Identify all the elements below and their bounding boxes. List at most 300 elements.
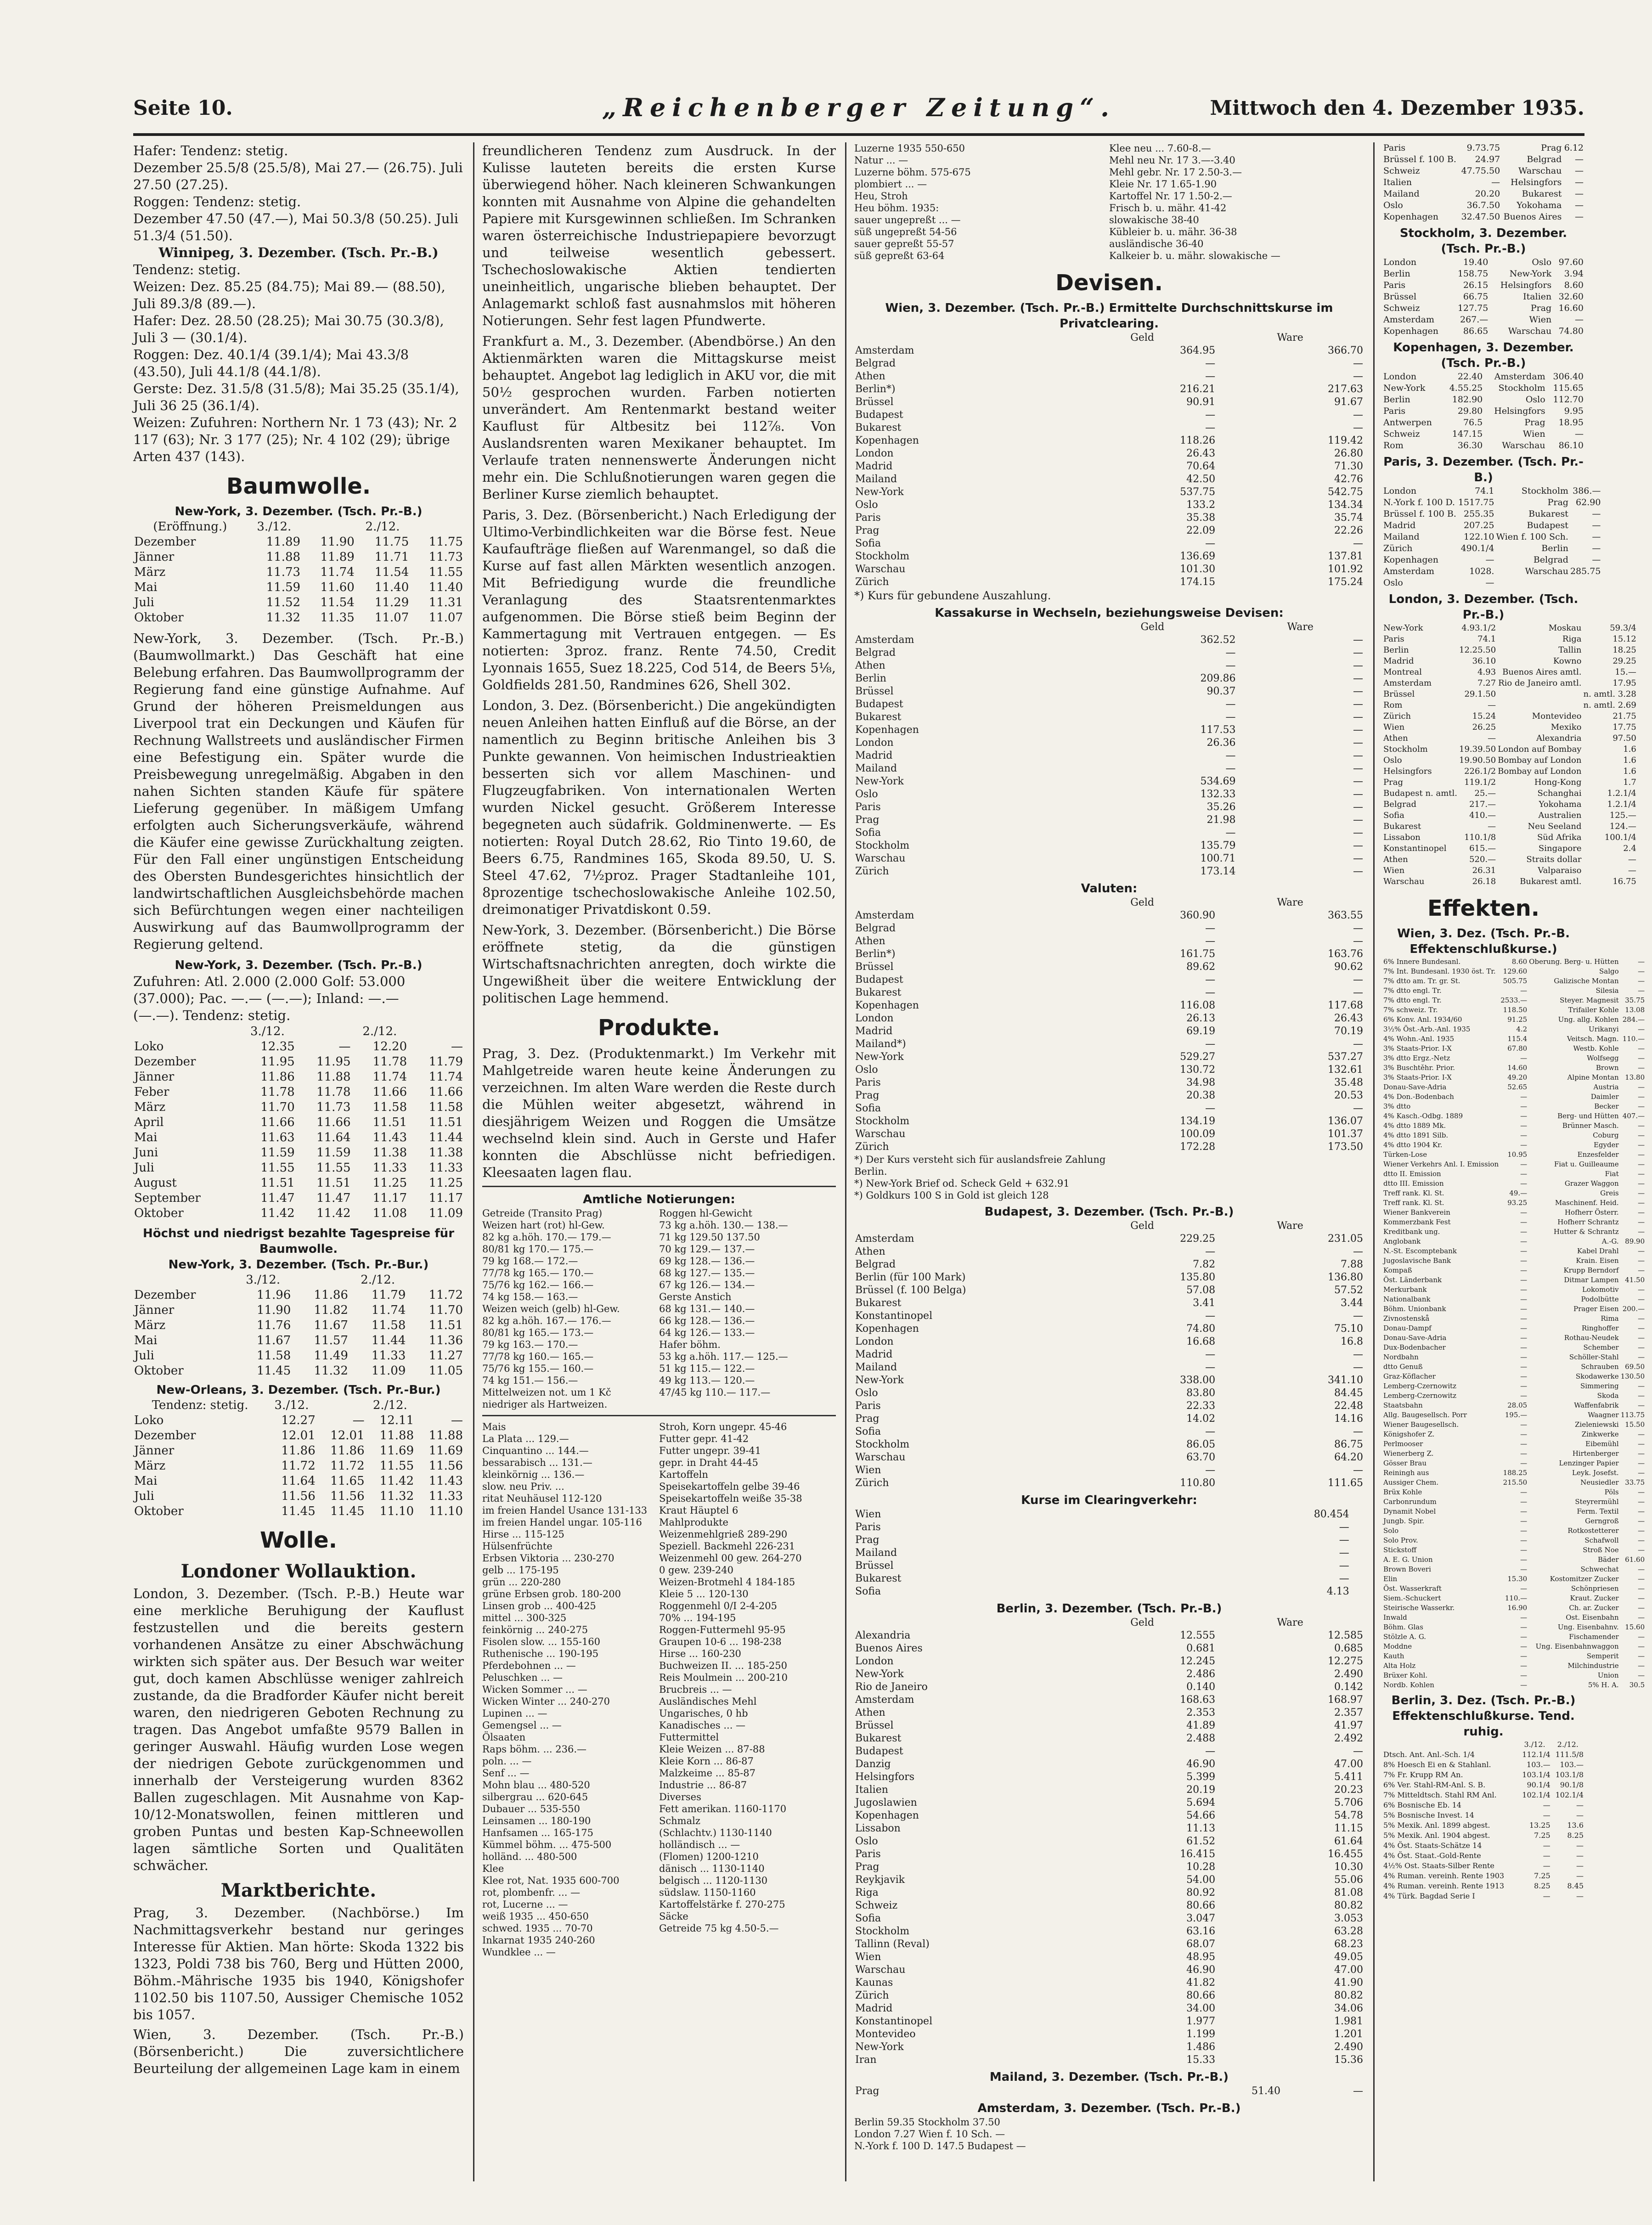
table-cell: Jungb. Spir. xyxy=(1383,1517,1425,1525)
table-title: New-York, 3. Dezember. (Tsch. Pr.-B.) xyxy=(175,958,423,972)
table-cell: — xyxy=(1353,750,1363,761)
table-cell: 4.13 xyxy=(1326,1586,1349,1597)
table-cell: Mai xyxy=(134,1474,158,1488)
london-report: London, 3. Dez. (Börsenbericht.) Die angekündigten neuen Anleihen hatten Einfluß auf die Börse, an der namentlich zu Beginn britische Anleihen bis 3 Punkte gewannen. Von heimischen Industrieaktien besserten sich vor allem Maschinen- und Flugzeugfabriken. Von internationalen Werten wurden Nickel gesucht. Größerem Interesse begegneten auch südafrik. Goldminenwerte. — Es notierten: Royal Dutch 28.62, Rio Tinto 19.60, de Beers 6.75, Randmines 165, Skoda 89.50, U. S. Steel 47.62, 7½proz. Prager Stadtanleihe 101, 8prozentige tschechoslowakische Anleihe 102.50, dreimonatiger Privatdiskont 0.59. xyxy=(482,698,836,917)
table-cell: Stockholm xyxy=(855,551,910,562)
table-cell: Rima xyxy=(1601,1314,1619,1323)
table-cell: Brünner Masch. xyxy=(1562,1121,1619,1130)
table-cell: Straits dollar xyxy=(1526,855,1582,864)
table-cell: 11.33 xyxy=(371,1349,406,1363)
price-line: Futter gepr. 41-42 xyxy=(659,1433,749,1444)
table-cell: 103.— xyxy=(1527,1760,1551,1769)
table-cell: 8.25 xyxy=(1534,1881,1551,1890)
table-cell: 26.80 xyxy=(1334,448,1363,459)
table-cell: — xyxy=(1225,827,1236,839)
table-cell: Berlin xyxy=(1383,645,1409,655)
table-cell: Stockholm xyxy=(1521,486,1568,496)
table-cell: 90.91 xyxy=(1186,396,1216,408)
table-row xyxy=(1382,1478,1646,1487)
divider xyxy=(482,1186,836,1187)
table-cell: Berlin xyxy=(1541,543,1568,553)
table-cell: 215.50 xyxy=(1503,1478,1528,1487)
table-cell: Tallinn (Reval) xyxy=(855,1938,930,1950)
table-cell: dtto III. Emission xyxy=(1383,1179,1444,1188)
table-cell: 7% Int. Bundesanl. 1930 öst. Tr. xyxy=(1383,967,1496,975)
table-row xyxy=(854,749,1364,762)
table-cell: 13.25 xyxy=(1529,1821,1551,1830)
table-cell: Amsterdam xyxy=(1383,678,1432,688)
table-row xyxy=(133,1489,464,1504)
table-cell: 35.38 xyxy=(1186,512,1216,524)
table-cell: — xyxy=(1353,686,1363,697)
table-cell: — xyxy=(1520,1256,1528,1265)
table-cell xyxy=(1495,577,1569,589)
table-cell: — xyxy=(1638,1401,1645,1409)
table-cell: 0.681 xyxy=(1186,1643,1216,1654)
table-cell: — xyxy=(1520,1584,1528,1593)
table-row xyxy=(854,698,1364,711)
table-row xyxy=(854,563,1364,576)
table-cell: — xyxy=(1205,987,1216,998)
price-line: Mais xyxy=(482,1421,506,1432)
column-2 xyxy=(482,142,836,2181)
table-title: Berlin, 3. Dezember. (Tsch. Pr.-B.) xyxy=(996,1602,1222,1616)
table-row xyxy=(854,788,1364,801)
table-cell: 74.80 xyxy=(1558,326,1584,336)
price-line: Futter ungepr. 39-41 xyxy=(659,1445,761,1456)
table-cell: — xyxy=(1488,733,1496,743)
table-row xyxy=(1382,1439,1646,1449)
table-cell: Madrid xyxy=(855,2003,893,2014)
table-cell: — xyxy=(1520,1170,1528,1178)
table-row xyxy=(1382,1632,1646,1642)
table-row xyxy=(1382,843,1637,854)
price-line: Natur ... — xyxy=(854,155,908,166)
price-line: poln. ... — xyxy=(482,1756,532,1767)
table-cell: Simmering xyxy=(1580,1382,1619,1390)
table-cell: 11.33 xyxy=(429,1489,463,1503)
report-line: Hafer: Dez. 28.50 (28.25); Mai 30.75 (30.3/8), Juli 3 — (30.1/4). xyxy=(133,313,444,345)
table-cell: Kopenhagen xyxy=(855,435,919,446)
table-row xyxy=(1382,1526,1646,1536)
table-cell: Lokomotiv xyxy=(1582,1285,1619,1294)
table-row xyxy=(1382,1352,1646,1362)
price-table xyxy=(133,519,464,625)
price-line: schwed. 1935 ... 70-70 xyxy=(482,1923,593,1934)
table-cell: Mailand xyxy=(855,1547,897,1559)
table-cell: Lemberg-Czernowitz xyxy=(1383,1382,1457,1390)
table-cell: Moddne xyxy=(1383,1642,1412,1650)
table-cell: — xyxy=(1353,840,1363,851)
table-cell: — xyxy=(1520,1507,1528,1515)
table-cell: 2.486 xyxy=(1186,1668,1216,1680)
price-line: Heu, Stroh xyxy=(854,191,908,202)
table-cell: New-York xyxy=(855,1051,904,1063)
table-cell: Brown Boveri xyxy=(1383,1565,1431,1573)
table-cell: März xyxy=(134,1318,166,1332)
new-orleans-table xyxy=(133,1382,464,1519)
table-cell: 5% Mexik. Anl. 1904 abgest. xyxy=(1383,1831,1490,1840)
table-cell: Konstantinopel xyxy=(855,2016,933,2027)
column-header: 3./12. xyxy=(257,520,292,534)
table-cell: Jänner xyxy=(134,1444,175,1458)
table-cell: Paris xyxy=(855,1400,881,1412)
report-title: Winnipeg, 3. Dezember. (Tsch. Pr.-B.) xyxy=(158,245,439,260)
table-cell: 11.51 xyxy=(372,1115,407,1129)
table-cell: Belgrad xyxy=(855,647,896,659)
table-cell: Oslo xyxy=(1383,578,1403,588)
table-cell: Berg- und Hütten xyxy=(1557,1112,1619,1120)
table-cell: Athen xyxy=(855,660,885,671)
table-cell: 11.47 xyxy=(260,1191,295,1205)
table-cell: — xyxy=(1543,1851,1551,1860)
table-cell: — xyxy=(1520,1527,1528,1535)
table-cell: Berlin xyxy=(855,673,886,684)
table-cell: 111.5/8 xyxy=(1555,1750,1584,1759)
table-cell: 15.50 xyxy=(1625,1420,1645,1429)
table-cell: Donau-Dampf xyxy=(1383,1324,1432,1332)
table-cell: 255.35 xyxy=(1463,509,1494,519)
table-row xyxy=(1382,554,1601,566)
table-cell: Treff rank. Kl. St. xyxy=(1383,1189,1444,1197)
table-cell: — xyxy=(1638,1044,1645,1053)
table-cell: — xyxy=(1339,1534,1349,1546)
table-cell: Brüssel xyxy=(855,396,894,408)
winnipeg-report xyxy=(133,244,464,465)
table-cell: Prag xyxy=(1547,497,1568,507)
price-line: 64 kg 126.— 133.— xyxy=(659,1327,755,1338)
table-cell: 7% Fr. Krupp RM An. xyxy=(1383,1770,1463,1779)
table-row xyxy=(854,396,1364,409)
table-cell: 11.40 xyxy=(429,580,463,594)
table-cell: 15.60 xyxy=(1625,1623,1645,1631)
table-cell: Oslo xyxy=(855,1836,878,1847)
table-cell: Alpine Montan xyxy=(1567,1073,1619,1082)
table-cell: — xyxy=(1638,1199,1645,1207)
price-line: Graupen 10-6 ... 198-238 xyxy=(659,1636,782,1647)
table-cell: Bukarest xyxy=(855,1297,902,1309)
column-header xyxy=(854,621,1068,634)
table-row xyxy=(1382,678,1637,689)
table-cell: 101.30 xyxy=(1180,563,1216,575)
table-cell: Waagner xyxy=(1588,1411,1619,1419)
table-row xyxy=(854,1089,1364,1102)
table-cell: Krupp Berndorf xyxy=(1563,1266,1619,1274)
table-cell: Italien xyxy=(1383,177,1412,187)
column-header xyxy=(854,1617,1068,1629)
table-row xyxy=(1382,1285,1646,1295)
table-row xyxy=(854,1655,1364,1668)
table-cell: 11.45 xyxy=(330,1504,365,1518)
price-line: Weizen-Brotmehl 4 184-185 xyxy=(659,1577,795,1588)
price-line: Klee neu ... 7.60-8.— xyxy=(1109,143,1211,154)
price-line: 82 kg a.höh. 170.— 179.— xyxy=(482,1232,611,1243)
table-row xyxy=(854,948,1364,961)
table-cell: 11.59 xyxy=(266,580,301,594)
table-cell: 11.09 xyxy=(429,1206,463,1220)
table-row xyxy=(854,1912,1364,1925)
table-cell: 364.95 xyxy=(1180,345,1216,356)
table-cell: Wien xyxy=(1383,722,1405,732)
column-header: Geld xyxy=(1130,1617,1154,1628)
table-cell: Neusiedler xyxy=(1580,1478,1619,1487)
column-header xyxy=(133,1273,234,1288)
table-cell: 1.2.1/4 xyxy=(1607,800,1636,809)
table-cell: 52.65 xyxy=(1507,1083,1528,1091)
table-cell: 115.65 xyxy=(1553,383,1584,393)
table-row xyxy=(133,1206,464,1221)
table-cell: Italien xyxy=(1523,292,1552,302)
table-cell: 20.38 xyxy=(1186,1090,1216,1101)
table-cell: Stockholm xyxy=(855,1439,910,1450)
table-cell: Öst. Länderbank xyxy=(1383,1276,1442,1284)
table-cell: 1.486 xyxy=(1186,2041,1216,2053)
table-row xyxy=(1382,1150,1646,1160)
table-cell: 22.26 xyxy=(1334,525,1363,536)
table-cell: 11.74 xyxy=(429,1070,463,1084)
table-row xyxy=(1382,733,1637,744)
table-row xyxy=(133,1176,464,1191)
table-cell: 136.69 xyxy=(1180,551,1216,562)
table-cell: 35.74 xyxy=(1334,512,1363,524)
table-cell: Oslo xyxy=(1532,257,1552,267)
table-row xyxy=(1382,1189,1646,1198)
table-cell: Dezember xyxy=(134,1429,196,1442)
table-cell: — xyxy=(1638,1343,1645,1352)
table-row xyxy=(854,2041,1364,2054)
table-cell: — xyxy=(1353,827,1363,839)
table-cell: 1.6 xyxy=(1623,766,1636,776)
table-cell: Buenos Aires amtl. xyxy=(1502,667,1582,677)
table-cell: 81.08 xyxy=(1334,1887,1363,1898)
table-row xyxy=(854,1758,1364,1771)
table-cell: — xyxy=(1592,520,1601,530)
table-row xyxy=(1382,1410,1646,1420)
table-row xyxy=(1382,1208,1646,1217)
table-cell: — xyxy=(1353,538,1363,549)
roggen-list xyxy=(659,1207,836,1398)
table-row xyxy=(1382,154,1584,165)
table-cell: 11.90 xyxy=(256,1303,291,1317)
table-cell: — xyxy=(1520,1324,1528,1332)
table-cell: 89.90 xyxy=(1625,1237,1645,1245)
table-cell: Helsingfors xyxy=(855,1771,915,1783)
table-cell: Brüssel xyxy=(855,961,894,973)
table-cell: London xyxy=(1383,372,1417,382)
table-cell: London xyxy=(855,1336,894,1347)
table-cell: Ost. Eisenbahn xyxy=(1566,1613,1619,1622)
price-line: Wicken Sommer ... — xyxy=(482,1684,587,1695)
table-cell: Böhm. Glas xyxy=(1383,1623,1423,1631)
table-cell: Mailand xyxy=(855,763,897,774)
price-line: Weizenmehl 00 gew. 264-270 xyxy=(659,1553,802,1564)
table-cell: Berlin*) xyxy=(855,383,896,395)
table-cell: Schöller-Stahl xyxy=(1569,1353,1619,1361)
table-cell: 4% Öst. Staats-Schätze 14 xyxy=(1383,1841,1482,1850)
table-cell: Kraut. Zucker xyxy=(1570,1594,1619,1602)
table-cell: Budapest xyxy=(855,698,903,710)
table-cell: 8.25 xyxy=(1567,1831,1584,1840)
table-cell: 362.52 xyxy=(1200,634,1236,646)
table-cell: Wien xyxy=(1522,429,1545,439)
table-cell: 137.81 xyxy=(1328,551,1363,562)
table-cell: — xyxy=(1205,974,1216,986)
table-cell: 18.25 xyxy=(1613,645,1636,655)
table-cell: 11.40 xyxy=(374,580,409,594)
table-cell: 8% Hoesch Ei en & Stahlanl. xyxy=(1383,1760,1491,1769)
table-cell: — xyxy=(1225,660,1236,671)
table-row xyxy=(1382,485,1601,497)
table-cell: Jänner xyxy=(134,1070,175,1084)
table-title: Kopenhagen, 3. Dezember. (Tsch. Pr.-B.) xyxy=(1393,341,1574,370)
table-row xyxy=(854,1335,1364,1348)
table-row xyxy=(1382,865,1637,876)
table-row xyxy=(854,1064,1364,1076)
table-cell: Mai xyxy=(134,1334,158,1347)
table-cell: — xyxy=(1225,698,1236,710)
table-row xyxy=(1382,383,1584,394)
table-row xyxy=(1382,854,1637,865)
table-cell: 111.65 xyxy=(1328,1477,1363,1489)
table-cell: Böhm. Unionbank xyxy=(1383,1305,1446,1313)
table-row xyxy=(854,1964,1364,1977)
column-header: 2./12. xyxy=(361,1273,395,1287)
table-cell: 48.95 xyxy=(1186,1951,1216,1963)
table-cell: Oktober xyxy=(134,1206,184,1220)
table-cell: 47.75.50 xyxy=(1461,166,1500,176)
table-cell: Belgrad xyxy=(855,923,896,934)
table-cell: Oslo xyxy=(1383,755,1402,765)
price-line: 79 kg 168.— 172.— xyxy=(482,1256,578,1267)
table-cell: Ferm. Textil xyxy=(1577,1507,1619,1515)
table-cell: 5.399 xyxy=(1186,1771,1216,1783)
table-cell: 21.75 xyxy=(1613,711,1636,721)
table-cell: Rio de Janeiro xyxy=(855,1681,928,1693)
table-cell: 16.75 xyxy=(1613,877,1636,886)
table-cell: 22.33 xyxy=(1186,1400,1216,1412)
table-row xyxy=(1382,996,1646,1005)
table-row xyxy=(133,1348,464,1363)
table-cell: Ditmar Lampen xyxy=(1564,1276,1619,1284)
price-line: Linsen grob ... 400-425 xyxy=(482,1600,596,1611)
table-cell: Donau-Save-Adria xyxy=(1383,1334,1447,1342)
table-cell: — xyxy=(1520,1662,1528,1670)
table-cell: Kopenhagen xyxy=(855,1810,919,1821)
table-cell: 47.00 xyxy=(1334,1758,1363,1770)
table-cell: 11.54 xyxy=(374,565,409,579)
table-cell: — xyxy=(1592,532,1601,542)
column-header xyxy=(292,1273,349,1288)
table-cell: Schember xyxy=(1583,1343,1619,1352)
table-cell: 19.90.50 xyxy=(1459,755,1496,765)
table-row xyxy=(854,357,1364,370)
table-cell: 5% H. A. xyxy=(1588,1681,1619,1689)
table-cell: — xyxy=(1638,1671,1645,1679)
table-row xyxy=(1382,188,1584,200)
table-row xyxy=(1382,1555,1646,1565)
column-header xyxy=(408,1024,464,1039)
table-cell: März xyxy=(134,565,166,579)
table-cell: 3.047 xyxy=(1186,1913,1216,1924)
column-header xyxy=(406,1273,464,1288)
table-cell: — xyxy=(1576,1871,1584,1880)
price-line: Kleie 5 ... 120-130 xyxy=(659,1588,749,1600)
price-line: dänisch ... 1130-1140 xyxy=(659,1863,765,1874)
ny-cotton-table xyxy=(133,504,464,625)
table-row xyxy=(854,1233,1364,1245)
table-cell: Becker xyxy=(1594,1102,1619,1110)
report-line: (37.000); Pac. —.— (—.—); Inland: —.— xyxy=(133,991,399,1006)
table-cell: 172.28 xyxy=(1180,1141,1216,1153)
newyork-report: New-York, 3. Dezember. (Börsenbericht.) Die Börse eröffnete stetig, da die günstigen Wirtschaftsnachrichten anregten, doch wirkte die Ungewißheit über die weitere Entwicklung der politischen Lage hemmend. xyxy=(482,922,836,1006)
table-cell: Antwerpen xyxy=(1383,417,1432,428)
price-line: Brucbreis ... — xyxy=(659,1684,732,1695)
table-header-row xyxy=(1382,1740,1584,1750)
table-cell: — xyxy=(1638,1652,1645,1660)
price-line: mittel ... 300-325 xyxy=(482,1612,567,1623)
table-cell: — xyxy=(1353,711,1363,723)
table-cell: Dtsch. Ant. Anl.-Sch. 1/4 xyxy=(1383,1750,1475,1759)
table-cell: Bukarest xyxy=(855,1733,902,1744)
table-cell: 11.42 xyxy=(260,1206,295,1220)
table-cell: Solo Prov. xyxy=(1383,1536,1418,1544)
table-cell: Ung. Eisenbahnv. xyxy=(1557,1623,1619,1631)
luzerne-list xyxy=(854,142,1109,262)
table-cell: 19.40 xyxy=(1463,257,1488,267)
price-table xyxy=(133,1398,464,1519)
table-cell: — xyxy=(1520,1160,1528,1168)
table-cell: London xyxy=(1383,486,1417,496)
table-cell: Wiener Baugesellsch. xyxy=(1383,1420,1459,1429)
table-cell: 4% dtto 1889 Mk. xyxy=(1383,1121,1446,1130)
rate-table xyxy=(1382,371,1584,451)
table-cell: 90.1/4 xyxy=(1527,1780,1551,1789)
table-cell: Königshofer Z. xyxy=(1383,1430,1435,1438)
table-cell: 129.60 xyxy=(1503,967,1528,975)
column-header: 3./12. xyxy=(1524,1740,1545,1749)
price-line: Luzerne 1935 550-650 xyxy=(854,143,965,154)
table-header-row xyxy=(133,519,464,535)
price-line: belgisch ... 1120-1130 xyxy=(659,1875,768,1886)
table-cell: Amsterdam xyxy=(855,345,914,356)
price-line: Mahlprodukte xyxy=(659,1517,728,1528)
table-cell: Mailand xyxy=(1383,532,1420,542)
price-line: plombiert ... — xyxy=(854,179,927,190)
table-cell: Oslo xyxy=(855,1387,878,1399)
table-row xyxy=(1382,520,1601,531)
table-cell: Kabel Drahl xyxy=(1577,1247,1619,1255)
table-row xyxy=(1382,1516,1646,1526)
table-cell: Wiener Verkehrs Anl. I. Emission xyxy=(1383,1160,1499,1168)
table-cell: Paris xyxy=(855,801,881,813)
table-cell: — xyxy=(1485,555,1494,565)
table-row xyxy=(1382,1092,1646,1102)
table-cell: — xyxy=(1628,855,1636,864)
table-cell: Ringhoffer xyxy=(1581,1324,1619,1332)
table-cell: 11.47 xyxy=(316,1191,351,1205)
table-cell: — xyxy=(1353,935,1363,947)
table-cell: — xyxy=(451,1040,463,1053)
table-cell: — xyxy=(1638,1324,1645,1332)
column-header: (Eröffnung.) xyxy=(153,520,227,534)
table-cell: — xyxy=(1353,1465,1363,1476)
table-cell: — xyxy=(1638,1189,1645,1197)
column-header: Geld xyxy=(1130,1220,1154,1232)
table-cell: — xyxy=(1205,358,1216,369)
table-cell: — xyxy=(1520,1247,1528,1255)
table-cell: — xyxy=(1575,429,1584,439)
table-cell: — xyxy=(1576,1861,1584,1870)
